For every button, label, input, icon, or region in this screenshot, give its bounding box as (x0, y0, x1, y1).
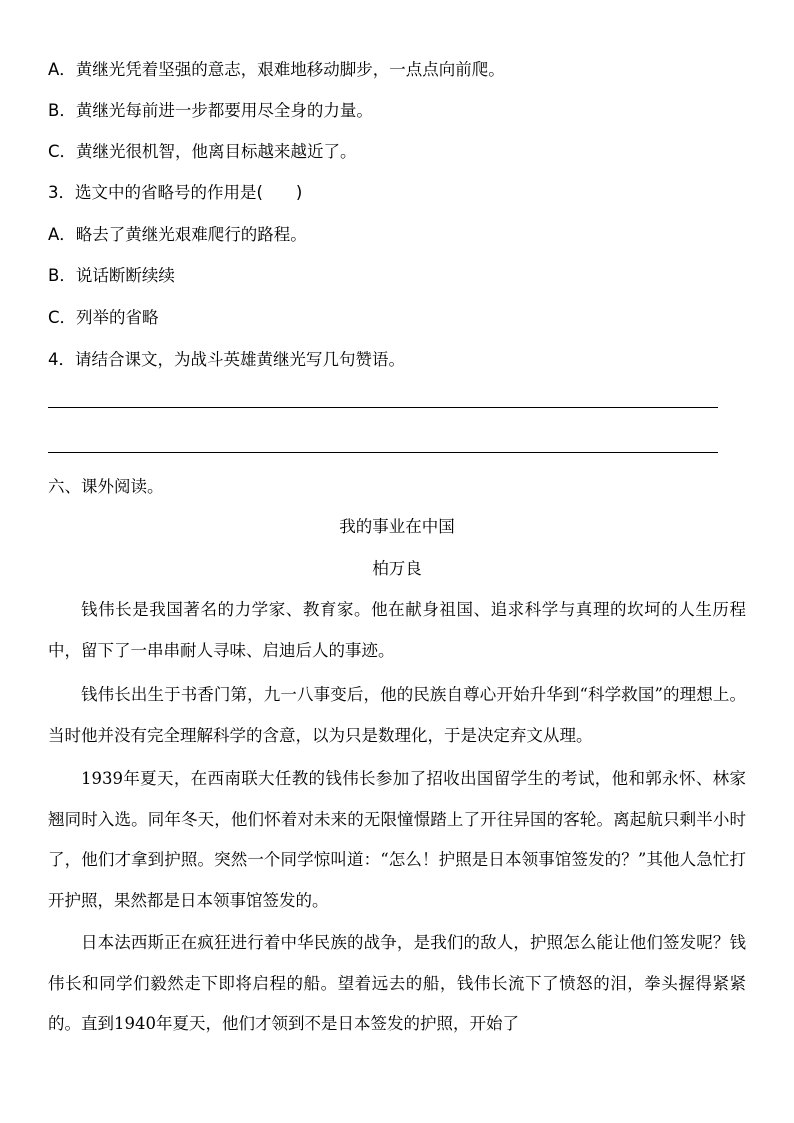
article-author: 柏万良 (372, 559, 422, 578)
paragraph: 钱伟长出生于书香门第，九一八事变后，他的民族自尊心开始升华到“科学救国”的理想上。当时他并没有完全理解科学的含意，以为只是数理化，于是决定弃文从理。 (48, 685, 746, 745)
section-heading: 六、课外阅读。 (48, 477, 164, 496)
article-title: 我的事业在中国 (339, 517, 455, 536)
answer-line (48, 452, 718, 453)
option-a: A．黄继光凭着坚强的意志，艰难地移动脚步，一点点向前爬。 (48, 60, 505, 79)
question-4: 4．请结合课文，为战斗英雄黄继光写几句赞语。 (48, 350, 405, 369)
paragraph: 1939年夏天，在西南联大任教的钱伟长参加了招收出国留学生的考试，他和郭永怀、林家翘同时入选。同年冬天，他们怀着对未来的无限憧憬踏上了开往异国的客轮。离起航只剩半小时了，他们才拿到护照。突然一个同学惊叫道：“怎么！护照是日本领事馆签发的？”其他人急忙打开护照，果然都是日本领事馆签发的。 (48, 769, 746, 910)
option-c: C．黄继光很机智，他离目标越来越近了。 (48, 142, 357, 161)
paragraph: 钱伟长是我国著名的力学家、教育家。他在献身祖国、追求科学与真理的坎坷的人生历程中，留下了一串串耐人寻味、启迪后人的事迹。 (48, 600, 746, 660)
option-b: B．说话断断续续 (48, 266, 175, 285)
option-a: A．略去了黄继光艰难爬行的路程。 (48, 225, 307, 244)
question-3: 3．选文中的省略号的作用是( ) (48, 183, 303, 202)
paragraph: 日本法西斯正在疯狂进行着中华民族的战争，是我们的敌人，护照怎么能让他们签发呢？钱伟长和同学们毅然走下即将启程的船。望着远去的船，钱伟长流下了愤怒的泪，拳头握得紧紧的。直到1940年夏天，他们才领到不是日本签发的护照，开始了 (48, 933, 746, 1033)
option-b: B．黄继光每前进一步都要用尽全身的力量。 (48, 101, 373, 120)
answer-line (48, 407, 718, 408)
option-c: C．列举的省略 (48, 308, 159, 327)
